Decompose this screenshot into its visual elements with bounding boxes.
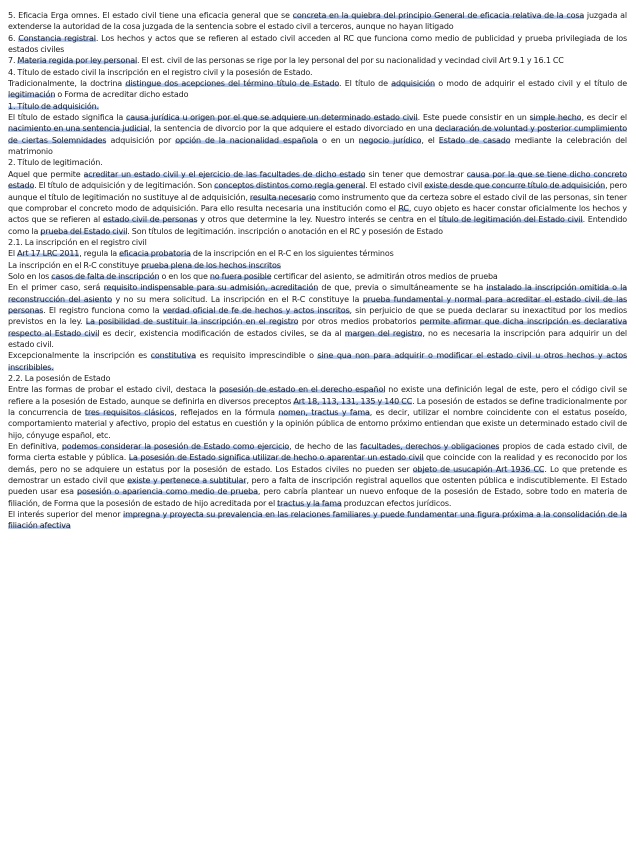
heading-titulo-estado-civil: 4. Título de estado civil la inscripción en el registro civil y la posesión de Estado.	[8, 67, 313, 77]
paragraph-aquel-que-permite: Aquel que permite acreditar un estado civil y el ejercicio de las facultades de dicho estado sin tener que demostrar causa por la que se tiene dicho concreto estado. El título de adquisición y de legitimación. Son conceptos distintos como regla general. El estado civil existe desde que concurre título de adquisición, pero aunque el título de legitimación no sustituye al de adquisición, resulta necesario como instrumento que da certeza sobre el estado civil de las personas, sin tener que comprobar el concreto modo de adquisición. Para ello resulta necesaria una institución como el RC, cuyo objeto es hacer constar oficialmente los hechos y actos que se refieren al estado civil de personas y otros que determine la ley. Nuestro interés se centra en el título de legitimación del Estado civil. Entendido como la prueba del Estado civil. Son títulos de legitimación. inscripción o anotación en el RC y posesión de Estado	[8, 169, 627, 236]
paragraph-prueba-plena: La inscripción en el R-C constituye prueba plena de los hechos inscritos	[8, 260, 281, 270]
highlighted-phrase: sine qua non para adquirir o modificar el estado civil u otros hechos y actos inscribibles.	[8, 351, 628, 372]
highlighted-phrase: conceptos distintos como regla general	[214, 181, 366, 191]
highlighted-phrase: distingue dos acepciones del término título de Estado	[125, 79, 340, 89]
highlighted-phrase: causa jurídica u origen por el que se adquiere un determinado estado civil	[125, 113, 418, 123]
paragraph-primer-caso: En el primer caso, será requisito indispensable para su admisión, acreditación de que, previa o simultáneamente se ha instalado la inscripción omitida o la reconstrucción del asiento y no su mera solicitud. La inscripción en el R-C constituye la prueba fundamental y normal para acreditar el estado civil de las personas. El registro funciona como la verdad oficial de fe de hechos y actos inscritos, sin perjuicio de que se pueda declarar su inexactitud por los medios previstos en la ley. La posibilidad de sustituir la inscripción en el registro por otros medios probatorios permite afirmar que dicha inscripción es declarativa respecto al Estado civil es decir, existencia modificación de estados civiles, se da al margen del registro, no es necesaria la inscripción para adquirir un del estado civil.	[8, 283, 628, 349]
highlighted-phrase: existe y pertenece a subtitular	[127, 476, 247, 486]
highlighted-phrase: podemos considerar la posesión de Estado como ejercicio	[61, 442, 290, 452]
paragraph-en-definitiva: En definitiva, podemos considerar la posesión de Estado como ejercicio, de hecho de las facultades, derechos y obligaciones propios de cada estado civil, de forma cierta estable y pública. La posesión de Estado significa utilizar de hecho o aparentar un estado civil que coincide con la realidad y es reconocido por los demás, pero no se adquiere un estatus por la posesión de estado. Los Estados civiles no pueden ser objeto de usucapión Art 1936 CC. Lo que pretende es demostrar un estado civil que existe y pertenece a subtitular, pero a falta de inscripción registral aquellos que ostenten pública e indiscutiblemente. El Estado pueden usar esa posesión o apariencia como medio de prueba, pero cabría plantear un nuevo enfoque de la posesión de Estado, sobre todo en materia de filiación, de Forma que la posesión de estado de hijo acreditada por el tractus y la fama produzcan efectos jurídicos.	[8, 442, 628, 508]
highlighted-phrase: impregna y proyecta su prevalencia en las relaciones familiares y puede fundamentar una figura próxima a la consolidación de la filiación afectiva	[8, 510, 627, 531]
highlighted-phrase: declaración de voluntad y posterior cumplimiento de ciertas Solemnidades	[8, 124, 627, 145]
highlighted-phrase: tractus y la fama	[277, 498, 342, 508]
highlighted-phrase: La posesión de Estado significa utilizar de hecho o aparentar un estado civil	[128, 453, 424, 463]
highlighted-phrase: simple hecho	[529, 113, 582, 123]
highlighted-phrase: concreta en la quiebra del principio General de eficacia relativa de la cosa	[292, 11, 585, 20]
highlighted-phrase: facultades, derechos y obligaciones	[359, 442, 500, 452]
highlighted-phrase: opción de la nacionalidad española	[175, 135, 318, 145]
highlighted-phrase: legitimación	[8, 90, 56, 100]
highlighted-phrase: permite afirmar que dicha inscripción es declarativa respecto al Estado civil	[8, 317, 627, 338]
paragraph-art-17-lrc: El Art 17 LRC 2011, regula la eficacia probatoria de la inscripción en el R-C en los siguientes términos	[8, 249, 394, 259]
highlighted-phrase: acreditar un estado civil y el ejercicio de las facultades de dicho estado	[83, 169, 366, 179]
highlighted-phrase: posesión de estado en el derecho español	[219, 385, 386, 395]
highlighted-phrase: Art 17 LRC 2011	[17, 249, 80, 259]
heading-titulo-adquisicion	[8, 101, 627, 112]
highlighted-phrase: Art 18, 113, 131, 135 y 140 CC	[293, 396, 413, 406]
highlighted-phrase: constitutiva	[150, 351, 196, 361]
highlighted-phrase: no fuera posible	[209, 271, 272, 281]
highlighted-phrase: tres requisitos clásicos	[84, 408, 175, 418]
highlighted-phrase: negocio jurídico	[358, 135, 422, 145]
paragraph-materia-ley-personal: 7. Materia regida por ley personal. El est. civil de las personas se rige por la ley personal del por su nacionalidad y vecindad civil Art 9.1 y 16.1 CC	[8, 56, 564, 66]
highlighted-phrase: título de legitimación del Estado civil	[438, 215, 583, 225]
paragraph-formas-probar: Entre las formas de probar el estado civil, destaca la posesión de estado en el derecho español no existe una definición legal de este, pero el código civil se refiere a la posesión de Estado, aunque se definirla en diversos preceptos Art 18, 113, 131, 135 y 140 CC. La posesión de estados se define tradicionalmente por la concurrencia de tres requisitos clásicos, reflejados en la fórmula nomen, tractus y fama, es decir, utilizar el nombre coincidente con el estatus poseído, comportamiento material y afectivo, propio del estatus en cuestión y la opinión pública de entorno próximo entiendan que existe un determinado estado civil de hijo, cónyuge español, etc.	[8, 385, 628, 440]
highlighted-phrase: Constancia registral	[18, 33, 96, 43]
highlighted-phrase: prueba plena de los hechos inscritos	[141, 260, 281, 270]
paragraph-tradicionalmente: Tradicionalmente, la doctrina distingue dos acepciones del término título de Estado. El título de adquisición o modo de adquirir el estado civil y el título de legitimación o Forma de acreditar dicho estado	[8, 79, 627, 100]
highlighted-phrase: Estado de casado	[438, 135, 511, 145]
heading-inscripcion-registro: 2.1. La inscripción en el registro civil	[8, 237, 147, 247]
highlighted-phrase: La posibilidad de sustituir la inscripción en el registro	[85, 317, 299, 327]
paragraph-interes-superior: El interés superior del menor impregna y proyecta su prevalencia en las relaciones familiares y puede fundamentar una figura próxima a la consolidación de la filiación afectiva	[8, 510, 627, 531]
highlighted-phrase: nacimiento en una sentencia judicial	[8, 124, 150, 134]
paragraph-excepcionalmente: Excepcionalmente la inscripción es constitutiva es requisito imprescindible o sine qua non para adquirir o modificar el estado civil u otros hechos y actos inscribibles.	[8, 351, 628, 372]
highlighted-phrase: verdad oficial de fe de hechos y actos inscritos	[162, 305, 350, 315]
highlighted-phrase: nomen, tractus y fama	[278, 408, 370, 418]
highlighted-phrase: prueba del Estado civil	[40, 226, 128, 236]
highlighted-phrase: objeto de usucapión Art 1936 CC	[412, 464, 545, 474]
highlighted-phrase: instalado la inscripción omitida o la reconstrucción del asiento	[8, 283, 627, 304]
paragraph-eficacia-erga-omnes: 5. Eficacia Erga omnes. El estado civil tiene una eficacia general que se concreta en la quiebra del principio General de eficacia relativa de la cosa juzgada al extenderse la autoridad de la cosa juzgada de la sentencia sobre el estado civil a terceros, aunque no hayan litigado	[8, 11, 627, 32]
highlighted-phrase: existe desde que concurre título de adquisición	[424, 181, 606, 191]
highlighted-phrase: adquisición	[391, 79, 435, 89]
highlighted-phrase: requisito indispensable para su admisión, acreditación	[103, 283, 319, 293]
highlighted-phrase: RC	[398, 203, 409, 213]
highlighted-phrase: estado civil de personas	[102, 215, 198, 225]
highlighted-phrase: eficacia probatoria	[119, 249, 191, 259]
highlighted-phrase: causa por la que se tiene dicho concreto estado	[8, 169, 627, 191]
highlighted-phrase: posesión o apariencia como medio de prueba	[77, 487, 258, 497]
highlighted-phrase: prueba fundamental y normal para acreditar el estado civil de las personas	[8, 294, 627, 315]
highlighted-phrase: Materia regida por ley personal	[17, 56, 138, 66]
paragraph-constancia-registral: 6. Constancia registral. Los hechos y actos que se refieren al estado civil acceden al RC que funciona como medio de publicidad y prueba privilegiada de los estados civiles	[8, 33, 627, 55]
paragraph-titulo-estado-significa: El título de estado significa la causa jurídica u origen por el que se adquiere un determinado estado civil. Este puede consistir en un simple hecho, es decir el nacimiento en una sentencia judicial, la sentencia de divorcio por la que adquiere el estado divorciado en una declaración de voluntad y posterior cumplimiento de ciertas Solemnidades adquisición por opción de la nacionalidad española o en un negocio jurídico, el Estado de casado mediante la celebración del matrimonio	[8, 113, 627, 157]
highlighted-phrase: 1. Título de adquisición.	[8, 101, 99, 111]
highlighted-phrase: resulta necesario	[249, 192, 316, 202]
paragraph-falta-inscripcion: Solo en los casos de falta de inscripción o en los que no fuera posible certificar del asiento, se admitirán otros medios de prueba	[8, 271, 498, 281]
highlighted-phrase: margen del registro	[344, 328, 423, 338]
heading-posesion-estado: 2.2. La posesión de Estado	[8, 374, 111, 383]
heading-titulo-legitimacion: 2. Título de legitimación.	[8, 158, 103, 168]
highlighted-phrase: casos de falta de inscripción	[51, 271, 160, 281]
